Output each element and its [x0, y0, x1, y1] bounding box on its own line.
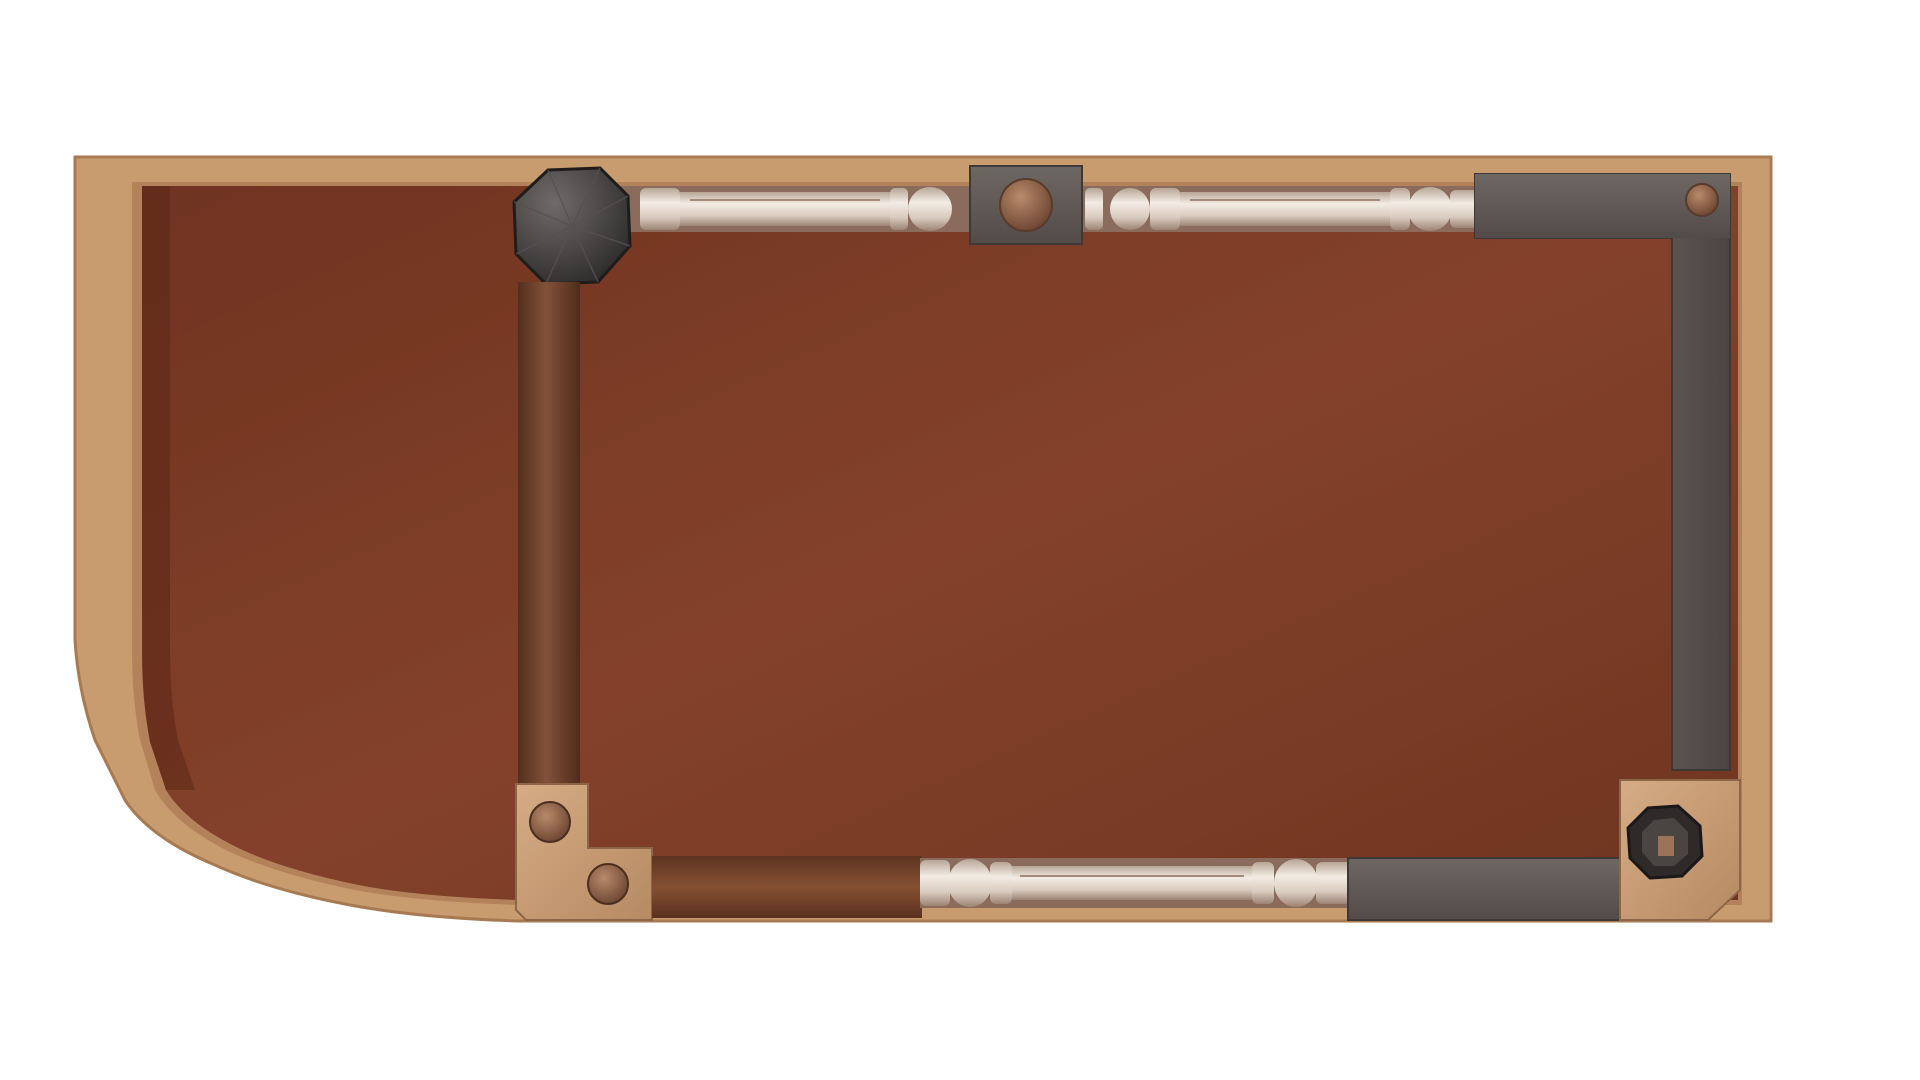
bottom-bronze-pipe [652, 856, 922, 918]
bottom-spindle-rail [920, 858, 1356, 908]
left-rusted-pipe [518, 282, 580, 792]
bottom-right-wood-corner [1620, 780, 1740, 920]
rust-floor [142, 186, 1738, 900]
nut-icon [1628, 806, 1702, 878]
bottom-steel-bar [1348, 858, 1620, 920]
octagonal-cap-icon [514, 168, 630, 284]
bolt-icon [530, 802, 570, 842]
top-steel-block [970, 166, 1082, 244]
bolt-icon [1686, 184, 1718, 216]
bolt-icon [1000, 179, 1052, 231]
bolt-icon [588, 864, 628, 904]
